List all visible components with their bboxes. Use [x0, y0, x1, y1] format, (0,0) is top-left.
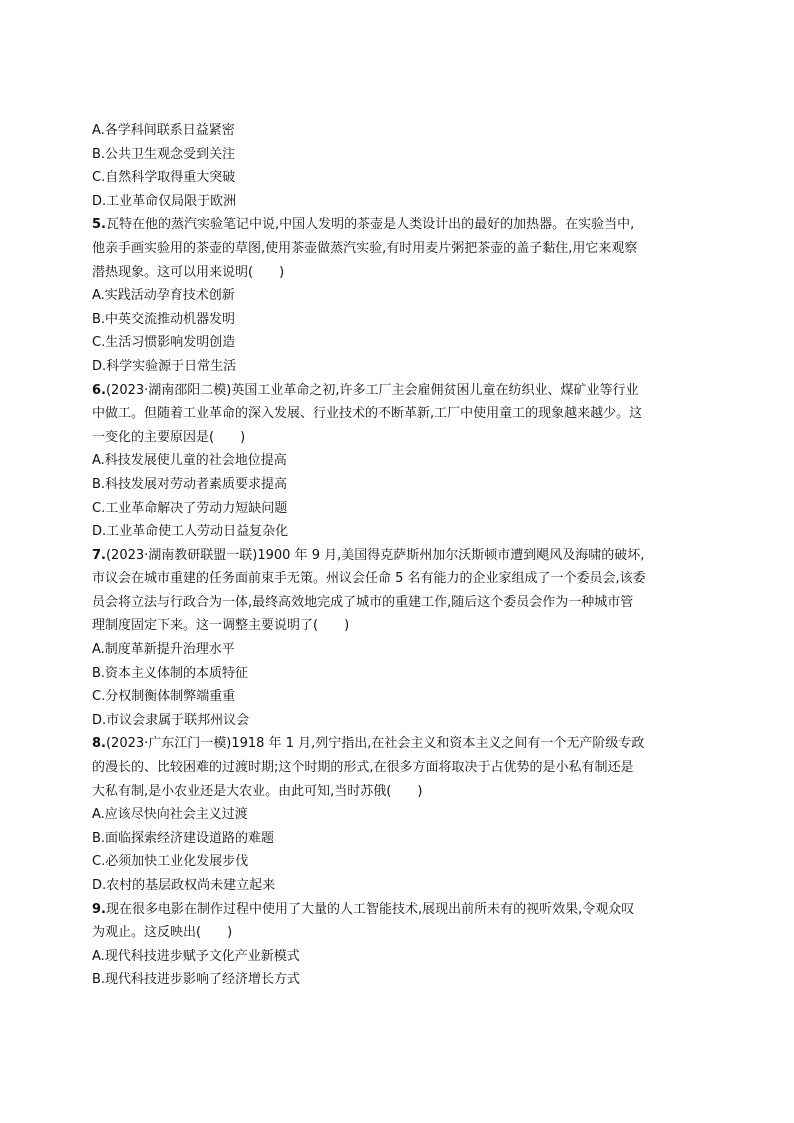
option-d: D.工业革命仅局限于欧洲	[92, 193, 237, 209]
question-number: 7.	[92, 547, 106, 563]
stem-line: (2023·湖南教研联盟一联)1900 年 9 月,美国得克萨斯州加尔沃斯顿市遭到飓风及海啸的破坏,	[105, 547, 645, 563]
question-number: 6.	[92, 382, 106, 398]
question-9	[92, 898, 704, 992]
stem-line: 理制度固定下来。这一调整主要说明了( )	[92, 618, 350, 634]
question-stem	[92, 732, 704, 756]
stem-line: 员会将立法与行政合为一体,最终高效地完成了城市的重建工作,随后这个委员会作为一种城市管	[92, 594, 634, 610]
option-d: D.工业革命使工人劳动日益复杂化	[92, 524, 289, 540]
option-a: A.科技发展使儿童的社会地位提高	[92, 453, 287, 469]
question-number: 8.	[92, 736, 106, 752]
question-stem	[92, 379, 704, 403]
stem-line: 市议会在城市重建的任务面前束手无策。州议会任命 5 名有能力的企业家组成了一个委员会,该委	[92, 571, 646, 587]
stem-line: (2023·广东江门一模)1918 年 1 月,列宁指出,在社会主义和资本主义之间有一个无产阶级专政	[105, 736, 645, 752]
stem-line: 他亲手画实验用的茶壶的草图,使用茶壶做蒸汽实验,有时用麦片粥把茶壶的盖子黏住,用它来观察	[92, 240, 638, 256]
question-7	[92, 544, 704, 733]
stem-line: 为观止。这反映出( )	[92, 925, 233, 941]
question-4-options	[92, 119, 704, 213]
question-5	[92, 213, 704, 378]
question-number: 5.	[92, 217, 106, 233]
option-d: D.市议会隶属于联邦州议会	[92, 712, 250, 728]
option-a: A.现代科技进步赋予文化产业新模式	[92, 948, 300, 964]
question-8	[92, 732, 704, 897]
question-stem	[92, 544, 704, 568]
option-b: B.科技发展对劳动者素质要求提高	[92, 476, 288, 492]
option-b: B.中英交流推动机器发明	[92, 311, 236, 327]
question-6	[92, 379, 704, 544]
option-b: B.面临探索经济建设道路的难题	[92, 830, 275, 846]
option-b: B.资本主义体制的本质特征	[92, 665, 249, 681]
stem-line: 中做工。但随着工业革命的深入发展、行业技术的不断革新,工厂中使用童工的现象越来越少。这	[92, 406, 643, 422]
option-a: A.应该尽快向社会主义过渡	[92, 807, 248, 823]
option-c: C.工业革命解决了劳动力短缺问题	[92, 500, 288, 516]
option-c: C.生活习惯影响发明创造	[92, 335, 236, 351]
stem-line: 现在很多电影在制作过程中使用了大量的人工智能技术,展现出前所未有的视听效果,令观众叹	[105, 901, 635, 917]
stem-line: (2023·湖南邵阳二模)英国工业革命之初,许多工厂主会雇佣贫困儿童在纺织业、煤矿业等行业	[105, 382, 639, 398]
stem-line: 的漫长的、比较困难的过渡时期;这个时期的形式,在很多方面将取决于占优势的是小私有制还是	[92, 760, 634, 776]
stem-line: 瓦特在他的蒸汽实验笔记中说,中国人发明的茶壶是人类设计出的最好的加热器。在实验当中,	[105, 217, 635, 233]
option-b: B.现代科技进步影响了经济增长方式	[92, 972, 301, 988]
option-b: B.公共卫生观念受到关注	[92, 146, 236, 162]
stem-line: 大私有制,是小农业还是大农业。由此可知,当时苏俄( )	[92, 783, 423, 799]
option-d: D.科学实验源于日常生活	[92, 358, 237, 374]
question-number: 9.	[92, 901, 106, 917]
question-stem	[92, 898, 704, 922]
option-a: A.制度革新提升治理水平	[92, 642, 235, 658]
option-c: C.自然科学取得重大突破	[92, 170, 236, 186]
stem-line: 潜热现象。这可以用来说明( )	[92, 264, 285, 280]
exam-page	[92, 119, 704, 992]
option-a: A.各学科间联系日益紧密	[92, 123, 235, 138]
option-d: D.农村的基层政权尚未建立起来	[92, 878, 276, 893]
question-stem	[92, 213, 704, 237]
option-a: A.实践活动孕育技术创新	[92, 288, 235, 304]
option-c: C.必须加快工业化发展步伐	[92, 854, 249, 870]
stem-line: 一变化的主要原因是( )	[92, 429, 246, 445]
option-c: C.分权制衡体制弊端重重	[92, 689, 236, 705]
